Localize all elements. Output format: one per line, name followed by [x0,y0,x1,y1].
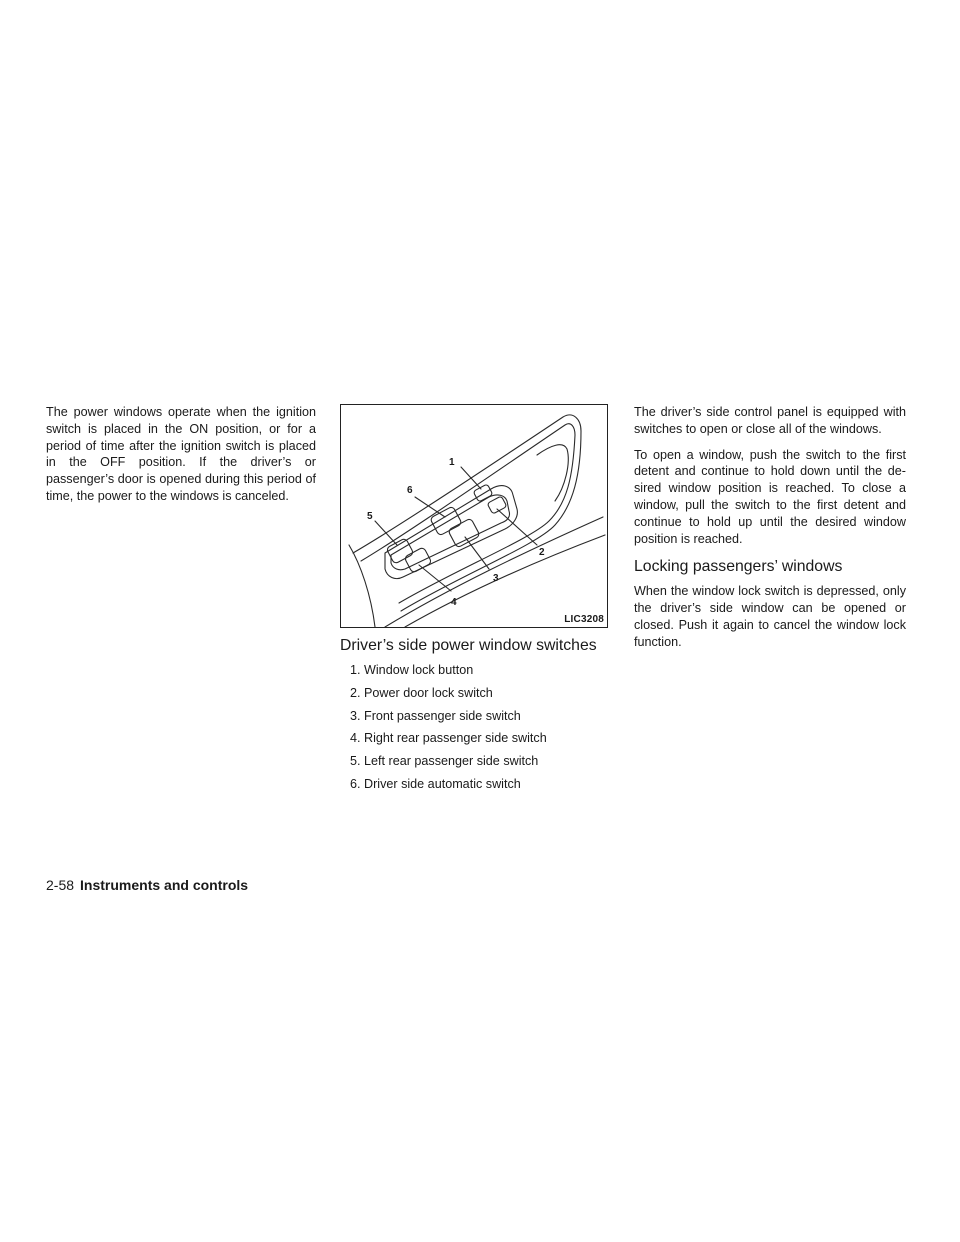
switch-panel-drawing [341,405,608,628]
callout-5: 5 [367,511,373,522]
locking-heading: Locking passengers’ windows [634,558,843,576]
door-lock-switch [487,496,507,514]
leader-line-1 [461,467,481,489]
callout-1: 1 [449,457,455,468]
intro-paragraph: The power windows operate when the ignition switch is placed in the ON position, or for a period of time after the ignition switch is placed in the OFF position. If the driver’s or passenger’s door is opened during this period of time, the power to the windows is canceled. [46,405,316,503]
locking-paragraph: When the window lock switch is depressed, only the driver’s side window can be opened or closed. Push it again to cancel the window lock function. [634,584,906,649]
callout-2: 2 [539,547,545,558]
callout-6: 6 [407,485,413,496]
left-rear-switch [386,538,414,564]
open-close-paragraph: To open a window, push the switch to the first detent and continue to hold down until the de-sired window position is reached. To close a window, pull the switch to the first detent and continue to hold up until the desired window position is reached. [634,447,906,546]
callout-4: 4 [451,597,457,608]
middle-column [340,404,610,799]
legend-item: 2. Power door lock switch [350,685,493,700]
window-lock-button [473,484,493,502]
leader-line-6 [415,497,445,517]
switch-legend [340,662,610,792]
callout-3: 3 [493,573,499,584]
door-curve-left [349,545,375,627]
window-switch-illustration [340,404,608,628]
switch-bezel [385,486,517,579]
control-panel-paragraph: The driver’s side control panel is equipped with switches to open or close all of the windows. [634,405,906,436]
grab-handle [537,445,568,501]
figure-code: LIC3208 [564,614,604,625]
section-title: Instruments and controls [80,877,249,893]
leader-line-5 [375,521,397,545]
left-column [46,404,316,514]
figure-caption: Driver’s side power window switches [340,637,597,654]
page-footer [46,876,248,894]
page-number: 2-58 [46,877,75,893]
switch-bezel-inner [391,495,510,570]
legend-item: 5. Left rear passenger side switch [350,754,539,769]
legend-item: 3. Front passenger side switch [350,708,521,723]
legend-item: 6. Driver side automatic switch [350,776,521,791]
legend-item: 1. Window lock button [350,663,474,677]
right-rear-switch [404,547,432,573]
right-column [634,404,906,660]
legend-item: 4. Right rear passenger side switch [350,731,547,746]
